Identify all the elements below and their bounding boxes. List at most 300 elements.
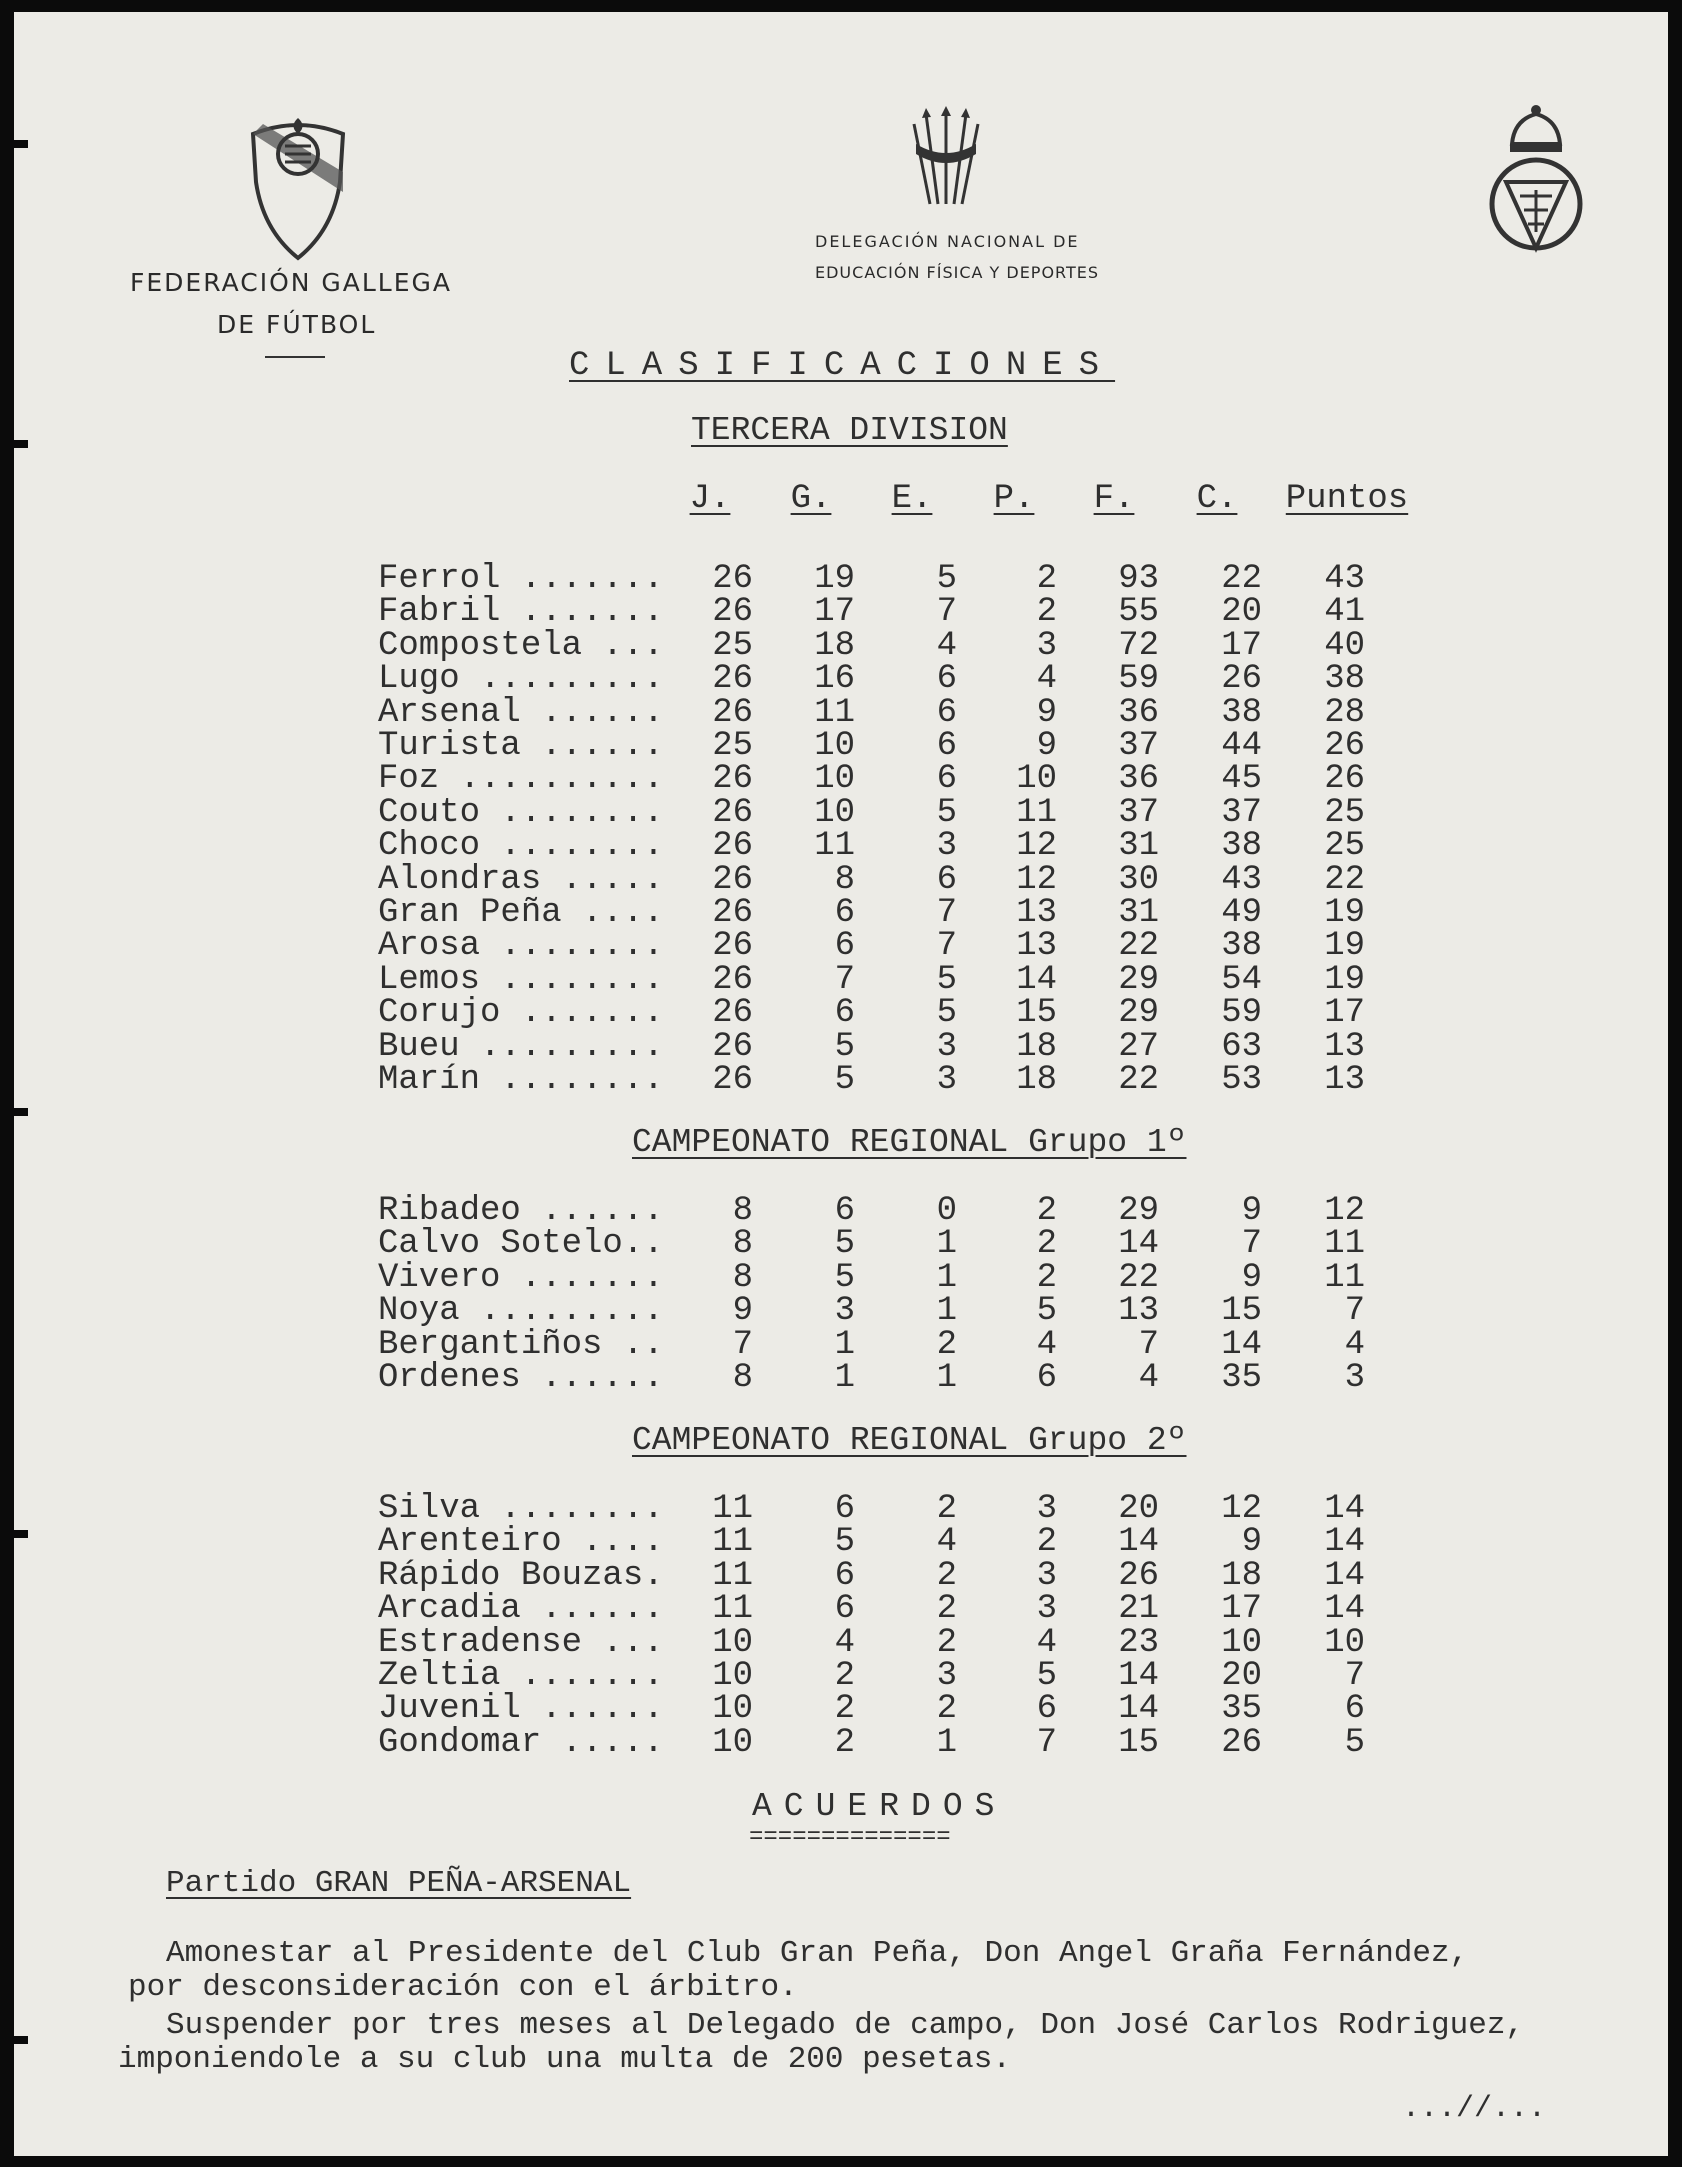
- stat-c: 9: [1241, 1258, 1262, 1297]
- stat-f: 37: [1118, 727, 1159, 765]
- stat-j: 10: [712, 1623, 753, 1662]
- stat-j: 11: [712, 1556, 753, 1595]
- stat-p: 3: [1036, 626, 1057, 665]
- stat-pts: 25: [1324, 827, 1365, 866]
- stat-f: 31: [1118, 894, 1159, 932]
- stat-c: 14: [1221, 1325, 1262, 1364]
- team-name: Calvo Sotelo..: [378, 1225, 664, 1264]
- stat-pts: 41: [1324, 593, 1365, 632]
- agreement-1-line2: por desconsideración con el árbitro.: [128, 1970, 798, 2005]
- stat-g: 17: [814, 593, 855, 632]
- stat-g: 6: [834, 927, 855, 966]
- agreement-2-line2: imponiendole a su club una multa de 200 pesetas.: [118, 2042, 1011, 2077]
- acuerdos-double-rule: ==============: [749, 1824, 951, 1851]
- federation-name-line1: FEDERACIÓN GALLEGA: [130, 268, 452, 297]
- team-name: Alondras .....: [378, 860, 664, 899]
- table-row: [363, 1723, 1463, 1762]
- column-header-c: C.: [1196, 480, 1238, 518]
- stat-e: 1: [936, 1258, 957, 1297]
- team-name: Marín ........: [378, 1061, 664, 1099]
- stat-g: 5: [834, 1225, 855, 1264]
- stat-j: 26: [712, 994, 753, 1033]
- stat-e: 5: [936, 560, 957, 598]
- team-name: Arosa ........: [378, 927, 664, 966]
- section-heading-tercera: TERCERA DIVISION: [691, 412, 1008, 449]
- stat-e: 6: [936, 660, 957, 699]
- stat-p: 3: [1036, 1490, 1057, 1528]
- stat-pts: 19: [1324, 927, 1365, 966]
- stat-j: 26: [712, 860, 753, 899]
- table-row: [363, 593, 1463, 632]
- stat-f: 31: [1118, 827, 1159, 866]
- table-row: [363, 1325, 1463, 1364]
- table-row: [363, 1225, 1463, 1264]
- stat-f: 4: [1138, 1359, 1159, 1397]
- stat-j: 26: [712, 560, 753, 598]
- team-name: Juvenil ......: [378, 1690, 664, 1729]
- section-heading-grupo2: CAMPEONATO REGIONAL Grupo 2º: [632, 1422, 1187, 1459]
- column-header-puntos: Puntos: [1285, 480, 1409, 518]
- stat-p: 13: [1016, 894, 1057, 932]
- table-row: [363, 1292, 1463, 1331]
- stat-e: 1: [936, 1359, 957, 1397]
- stat-g: 2: [834, 1690, 855, 1729]
- stat-e: 1: [936, 1723, 957, 1762]
- stat-c: 35: [1221, 1359, 1262, 1397]
- stat-e: 5: [936, 960, 957, 999]
- team-name: Compostela ...: [378, 626, 664, 665]
- stat-p: 2: [1036, 1192, 1057, 1230]
- table-row: [363, 560, 1463, 598]
- stat-p: 3: [1036, 1556, 1057, 1595]
- stat-e: 7: [936, 894, 957, 932]
- table-row: [363, 1061, 1463, 1099]
- stat-c: 49: [1221, 894, 1262, 932]
- team-name: Noya .........: [378, 1292, 664, 1331]
- stat-p: 6: [1036, 1359, 1057, 1397]
- delegation-name-line2: EDUCACIÓN FÍSICA Y DEPORTES: [815, 263, 1100, 282]
- stat-p: 5: [1036, 1292, 1057, 1331]
- acuerdos-title: ACUERDOS: [752, 1788, 1007, 1825]
- stat-g: 11: [814, 827, 855, 866]
- stat-c: 10: [1221, 1623, 1262, 1662]
- match-heading: Partido GRAN PEÑA-ARSENAL: [166, 1866, 632, 1901]
- stat-f: 30: [1118, 860, 1159, 899]
- stat-pts: 14: [1324, 1556, 1365, 1595]
- stat-e: 6: [936, 760, 957, 799]
- stat-c: 38: [1221, 927, 1262, 966]
- team-name: Ferrol .......: [378, 560, 664, 598]
- stat-e: 7: [936, 927, 957, 966]
- stat-e: 3: [936, 827, 957, 866]
- stat-pts: 22: [1324, 860, 1365, 899]
- stat-e: 2: [936, 1556, 957, 1595]
- stat-c: 35: [1221, 1690, 1262, 1729]
- stat-c: 18: [1221, 1556, 1262, 1595]
- divider: [265, 356, 325, 358]
- stat-f: 29: [1118, 994, 1159, 1033]
- team-name: Corujo .......: [378, 994, 664, 1033]
- stat-c: 15: [1221, 1292, 1262, 1331]
- stat-g: 4: [834, 1623, 855, 1662]
- stat-c: 9: [1241, 1523, 1262, 1562]
- stat-p: 2: [1036, 1258, 1057, 1297]
- delegation-name-line1: DELEGACIÓN NACIONAL DE: [815, 232, 1080, 251]
- stat-pts: 26: [1324, 727, 1365, 765]
- table-row: [363, 793, 1463, 832]
- table-row: [363, 994, 1463, 1033]
- stat-f: 27: [1118, 1027, 1159, 1066]
- stat-g: 1: [834, 1325, 855, 1364]
- stat-p: 4: [1036, 660, 1057, 699]
- stat-f: 14: [1118, 1523, 1159, 1562]
- stat-f: 26: [1118, 1556, 1159, 1595]
- team-name: Arcadia ......: [378, 1590, 664, 1629]
- stat-g: 1: [834, 1359, 855, 1397]
- column-header-g: G.: [790, 480, 832, 518]
- team-name: Estradense ...: [378, 1623, 664, 1662]
- stat-c: 20: [1221, 1657, 1262, 1695]
- team-name: Gondomar .....: [378, 1723, 664, 1762]
- stat-j: 26: [712, 593, 753, 632]
- stat-f: 7: [1138, 1325, 1159, 1364]
- stat-f: 22: [1118, 1061, 1159, 1099]
- stat-g: 6: [834, 1590, 855, 1629]
- table-row: [363, 1657, 1463, 1695]
- table-row: [363, 626, 1463, 665]
- stat-pts: 4: [1344, 1325, 1365, 1364]
- binder-mark: [0, 440, 28, 448]
- stat-j: 26: [712, 693, 753, 732]
- stat-p: 2: [1036, 1523, 1057, 1562]
- stat-g: 7: [834, 960, 855, 999]
- crowned-federation-crest-icon: [1484, 100, 1588, 258]
- team-name: Couto ........: [378, 793, 664, 832]
- stat-p: 3: [1036, 1590, 1057, 1629]
- stat-f: 29: [1118, 960, 1159, 999]
- stat-j: 26: [712, 793, 753, 832]
- stat-e: 7: [936, 593, 957, 632]
- stat-p: 18: [1016, 1061, 1057, 1099]
- stat-p: 15: [1016, 994, 1057, 1033]
- document-title: CLASIFICACIONES: [569, 347, 1116, 385]
- stat-g: 6: [834, 1490, 855, 1528]
- stat-g: 6: [834, 994, 855, 1033]
- stat-f: 22: [1118, 927, 1159, 966]
- team-name: Arenteiro ....: [378, 1523, 664, 1562]
- stat-pts: 14: [1324, 1590, 1365, 1629]
- stat-e: 2: [936, 1590, 957, 1629]
- stat-e: 1: [936, 1292, 957, 1331]
- stat-e: 2: [936, 1490, 957, 1528]
- stat-c: 44: [1221, 727, 1262, 765]
- stat-pts: 38: [1324, 660, 1365, 699]
- stat-c: 17: [1221, 1590, 1262, 1629]
- stat-f: 37: [1118, 793, 1159, 832]
- stat-g: 19: [814, 560, 855, 598]
- stat-p: 13: [1016, 927, 1057, 966]
- table-row: [363, 1556, 1463, 1595]
- stat-e: 2: [936, 1623, 957, 1662]
- stat-f: 36: [1118, 693, 1159, 732]
- stat-e: 4: [936, 1523, 957, 1562]
- stat-f: 14: [1118, 1225, 1159, 1264]
- stat-g: 10: [814, 793, 855, 832]
- stat-c: 59: [1221, 994, 1262, 1033]
- stat-j: 7: [732, 1325, 753, 1364]
- stat-pts: 3: [1344, 1359, 1365, 1397]
- table-row: [363, 860, 1463, 899]
- stat-c: 63: [1221, 1027, 1262, 1066]
- stat-f: 93: [1118, 560, 1159, 598]
- stat-pts: 19: [1324, 960, 1365, 999]
- stat-pts: 43: [1324, 560, 1365, 598]
- table-row: [363, 1523, 1463, 1562]
- stat-pts: 10: [1324, 1623, 1365, 1662]
- stat-j: 11: [712, 1590, 753, 1629]
- stat-c: 9: [1241, 1192, 1262, 1230]
- column-header-e: E.: [891, 480, 933, 518]
- stat-j: 8: [732, 1192, 753, 1230]
- stat-g: 18: [814, 626, 855, 665]
- stat-j: 26: [712, 894, 753, 932]
- stat-c: 22: [1221, 560, 1262, 598]
- stat-c: 43: [1221, 860, 1262, 899]
- column-header-p: P.: [993, 480, 1035, 518]
- stat-pts: 26: [1324, 760, 1365, 799]
- stat-e: 6: [936, 860, 957, 899]
- stat-c: 26: [1221, 660, 1262, 699]
- stat-pts: 11: [1324, 1258, 1365, 1297]
- team-name: Ribadeo ......: [378, 1192, 664, 1230]
- team-name: Silva ........: [378, 1490, 664, 1528]
- table-row: [363, 1258, 1463, 1297]
- stat-pts: 13: [1324, 1061, 1365, 1099]
- team-name: Bueu .........: [378, 1027, 664, 1066]
- stat-j: 10: [712, 1723, 753, 1762]
- stat-p: 4: [1036, 1325, 1057, 1364]
- table-row: [363, 693, 1463, 732]
- stat-e: 0: [936, 1192, 957, 1230]
- stat-pts: 12: [1324, 1192, 1365, 1230]
- table-row: [363, 1490, 1463, 1528]
- table-row: [363, 1590, 1463, 1629]
- table-row: [363, 1027, 1463, 1066]
- stat-pts: 14: [1324, 1490, 1365, 1528]
- stat-g: 2: [834, 1723, 855, 1762]
- table-row: [363, 927, 1463, 966]
- stat-g: 5: [834, 1258, 855, 1297]
- table-row: [363, 660, 1463, 699]
- galician-football-crest-icon: [245, 112, 351, 262]
- stat-e: 3: [936, 1027, 957, 1066]
- stat-c: 20: [1221, 593, 1262, 632]
- binder-mark: [0, 1108, 28, 1116]
- stat-p: 18: [1016, 1027, 1057, 1066]
- stat-j: 26: [712, 660, 753, 699]
- table-row: [363, 827, 1463, 866]
- continuation-mark: ...//...: [1402, 2092, 1547, 2126]
- stat-f: 14: [1118, 1690, 1159, 1729]
- team-name: Foz ..........: [378, 760, 664, 799]
- team-name: Rápido Bouzas.: [378, 1556, 664, 1595]
- stat-f: 55: [1118, 593, 1159, 632]
- stat-pts: 17: [1324, 994, 1365, 1033]
- stat-c: 17: [1221, 626, 1262, 665]
- stat-e: 6: [936, 727, 957, 765]
- column-header-j: J.: [689, 480, 731, 518]
- stat-p: 4: [1036, 1623, 1057, 1662]
- stat-g: 11: [814, 693, 855, 732]
- stat-g: 2: [834, 1657, 855, 1695]
- stat-p: 5: [1036, 1657, 1057, 1695]
- team-name: Vivero .......: [378, 1258, 664, 1297]
- stat-f: 22: [1118, 1258, 1159, 1297]
- stat-pts: 6: [1344, 1690, 1365, 1729]
- column-header-f: F.: [1093, 480, 1135, 518]
- agreement-2-line1: Suspender por tres meses al Delegado de campo, Don José Carlos Rodriguez,: [166, 2008, 1525, 2043]
- team-name: Bergantiños ..: [378, 1325, 664, 1364]
- binder-mark: [0, 140, 28, 148]
- stat-pts: 5: [1344, 1723, 1365, 1762]
- stat-c: 12: [1221, 1490, 1262, 1528]
- stat-p: 2: [1036, 593, 1057, 632]
- stat-p: 9: [1036, 727, 1057, 765]
- stat-f: 20: [1118, 1490, 1159, 1528]
- stat-g: 16: [814, 660, 855, 699]
- stat-g: 3: [834, 1292, 855, 1331]
- stat-e: 2: [936, 1690, 957, 1729]
- team-name: Choco ........: [378, 827, 664, 866]
- stat-j: 11: [712, 1490, 753, 1528]
- team-name: Gran Peña ....: [378, 894, 664, 932]
- stat-pts: 14: [1324, 1523, 1365, 1562]
- stat-c: 53: [1221, 1061, 1262, 1099]
- stat-j: 26: [712, 1061, 753, 1099]
- table-row: [363, 1192, 1463, 1230]
- stat-p: 10: [1016, 760, 1057, 799]
- team-name: Ordenes ......: [378, 1359, 664, 1397]
- stat-j: 10: [712, 1690, 753, 1729]
- stat-j: 8: [732, 1258, 753, 1297]
- stat-f: 72: [1118, 626, 1159, 665]
- stat-pts: 25: [1324, 793, 1365, 832]
- table-row: [363, 894, 1463, 932]
- stat-c: 38: [1221, 827, 1262, 866]
- stat-p: 11: [1016, 793, 1057, 832]
- stat-e: 5: [936, 994, 957, 1033]
- stat-f: 36: [1118, 760, 1159, 799]
- stat-j: 26: [712, 827, 753, 866]
- section-heading-grupo1: CAMPEONATO REGIONAL Grupo 1º: [632, 1124, 1187, 1161]
- stat-j: 26: [712, 1027, 753, 1066]
- team-name: Fabril .......: [378, 593, 664, 632]
- stat-e: 3: [936, 1061, 957, 1099]
- stat-p: 7: [1036, 1723, 1057, 1762]
- table-row: [363, 727, 1463, 765]
- stat-pts: 40: [1324, 626, 1365, 665]
- table-row: [363, 760, 1463, 799]
- stat-f: 13: [1118, 1292, 1159, 1331]
- stat-g: 5: [834, 1027, 855, 1066]
- table-row: [363, 960, 1463, 999]
- stat-pts: 19: [1324, 894, 1365, 932]
- stat-e: 6: [936, 693, 957, 732]
- stat-f: 14: [1118, 1657, 1159, 1695]
- stat-j: 26: [712, 927, 753, 966]
- stat-e: 3: [936, 1657, 957, 1695]
- stat-j: 8: [732, 1359, 753, 1397]
- stat-g: 8: [834, 860, 855, 899]
- stat-c: 54: [1221, 960, 1262, 999]
- stat-e: 4: [936, 626, 957, 665]
- team-name: Lemos ........: [378, 960, 664, 999]
- stat-c: 7: [1241, 1225, 1262, 1264]
- team-name: Turista ......: [378, 727, 664, 765]
- stat-pts: 7: [1344, 1657, 1365, 1695]
- stat-e: 2: [936, 1325, 957, 1364]
- stat-g: 5: [834, 1061, 855, 1099]
- stat-g: 6: [834, 894, 855, 932]
- yoke-and-arrows-emblem-icon: [910, 104, 982, 206]
- stat-f: 59: [1118, 660, 1159, 699]
- stat-f: 23: [1118, 1623, 1159, 1662]
- stat-p: 12: [1016, 827, 1057, 866]
- team-name: Arsenal ......: [378, 693, 664, 732]
- stat-j: 9: [732, 1292, 753, 1331]
- stat-j: 8: [732, 1225, 753, 1264]
- stat-j: 10: [712, 1657, 753, 1695]
- stat-g: 5: [834, 1523, 855, 1562]
- stat-g: 10: [814, 760, 855, 799]
- stat-j: 26: [712, 960, 753, 999]
- stat-j: 25: [712, 727, 753, 765]
- document-page: [14, 12, 1668, 2156]
- stat-f: 15: [1118, 1723, 1159, 1762]
- stat-c: 26: [1221, 1723, 1262, 1762]
- stat-c: 37: [1221, 793, 1262, 832]
- stat-j: 26: [712, 760, 753, 799]
- stat-c: 38: [1221, 693, 1262, 732]
- stat-p: 2: [1036, 560, 1057, 598]
- stat-p: 6: [1036, 1690, 1057, 1729]
- stat-p: 12: [1016, 860, 1057, 899]
- stat-pts: 28: [1324, 693, 1365, 732]
- table-row: [363, 1623, 1463, 1662]
- stat-e: 5: [936, 793, 957, 832]
- stat-j: 25: [712, 626, 753, 665]
- stat-pts: 13: [1324, 1027, 1365, 1066]
- team-name: Lugo .........: [378, 660, 664, 699]
- stat-pts: 11: [1324, 1225, 1365, 1264]
- stat-f: 21: [1118, 1590, 1159, 1629]
- stat-p: 2: [1036, 1225, 1057, 1264]
- federation-name-line2: DE FÚTBOL: [217, 310, 377, 339]
- stat-e: 1: [936, 1225, 957, 1264]
- stat-j: 11: [712, 1523, 753, 1562]
- stat-c: 45: [1221, 760, 1262, 799]
- stat-g: 10: [814, 727, 855, 765]
- table-row: [363, 1690, 1463, 1729]
- table-row: [363, 1359, 1463, 1397]
- binder-mark: [0, 1530, 28, 1538]
- team-name: Zeltia .......: [378, 1657, 664, 1695]
- stat-g: 6: [834, 1192, 855, 1230]
- binder-mark: [0, 2036, 28, 2044]
- stat-pts: 7: [1344, 1292, 1365, 1331]
- stat-p: 14: [1016, 960, 1057, 999]
- stat-p: 9: [1036, 693, 1057, 732]
